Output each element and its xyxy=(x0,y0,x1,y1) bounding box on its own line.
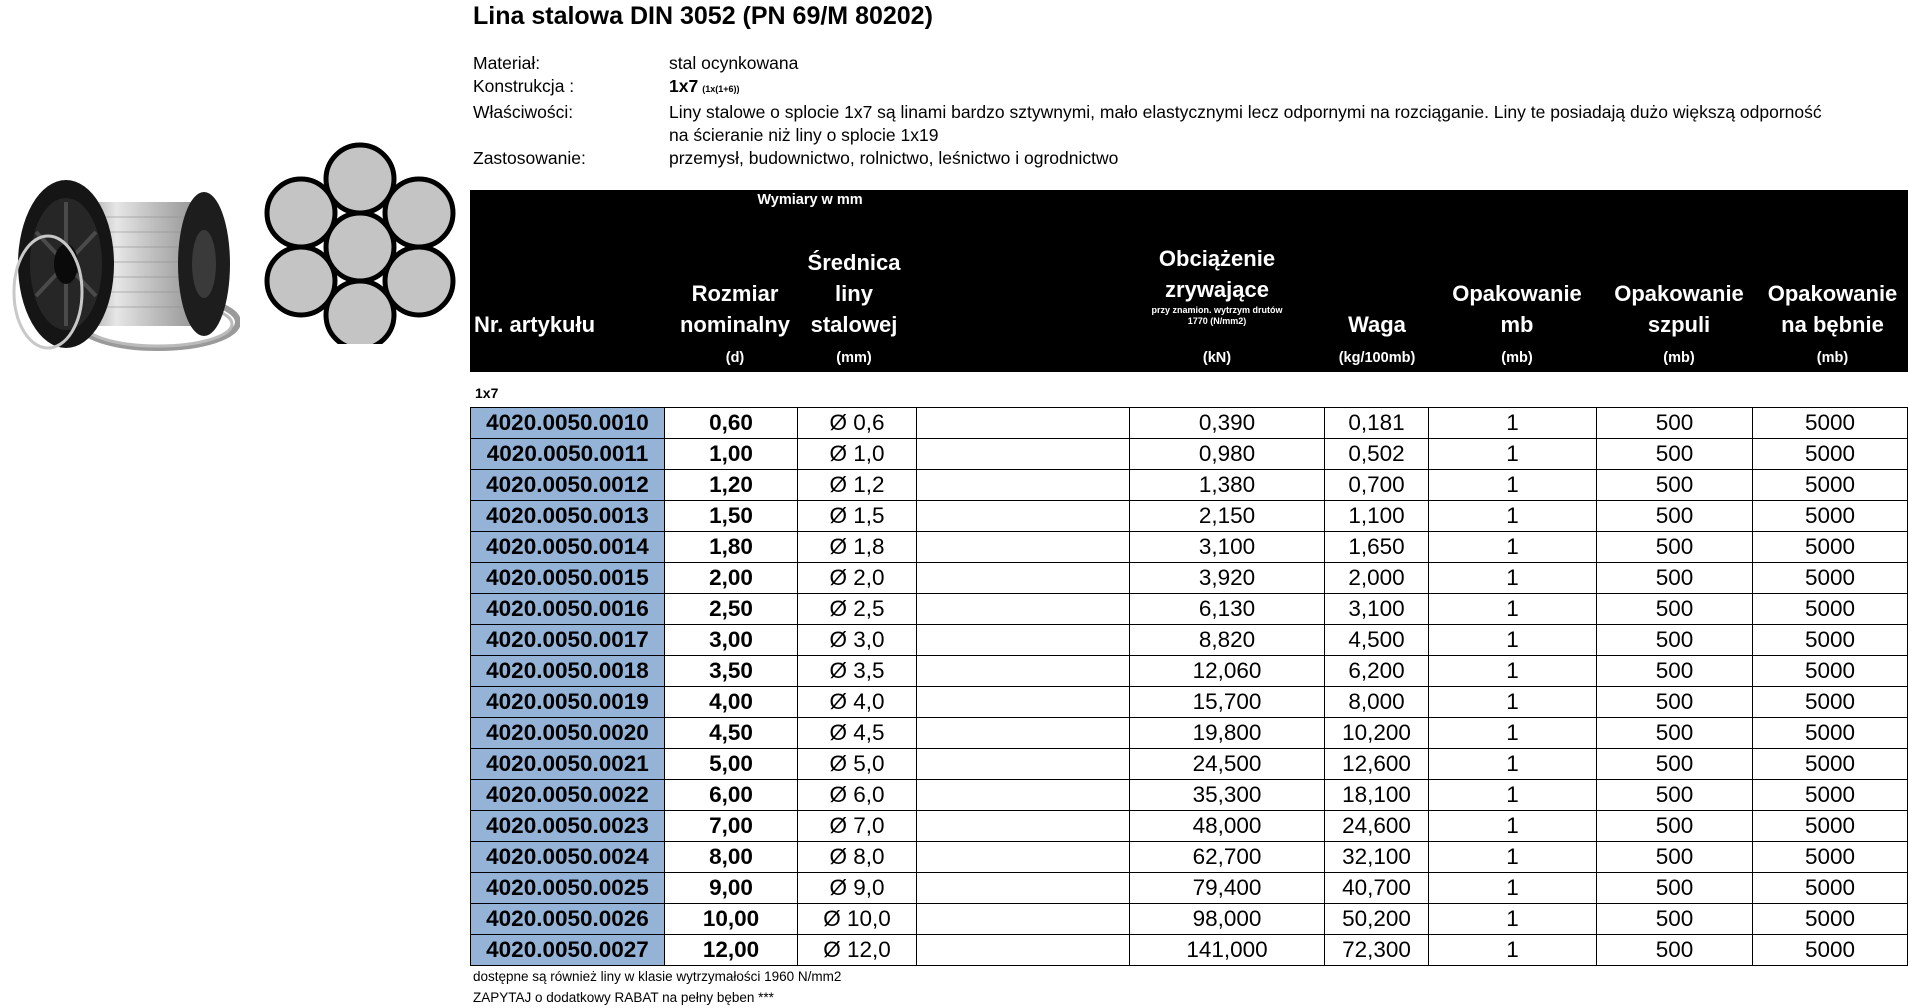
pack-mb-cell: 1 xyxy=(1429,842,1597,873)
article-number-cell: 4020.0050.0019 xyxy=(471,687,665,718)
properties-value: Liny stalowe o splocie 1x7 są linami bardzo sztywnymi, mało elastycznymi lecz odpornymi na rozciąganie. Liny te posiadają dużo większą odporność na ścieranie niż liny o splocie 1x19 xyxy=(669,102,1822,145)
pack-spool-cell: 500 xyxy=(1597,811,1753,842)
breaking-load-cell: 48,000 xyxy=(1130,811,1325,842)
pack-spool-cell: 500 xyxy=(1597,873,1753,904)
col-diameter-header xyxy=(798,247,910,340)
col-pack-drum-line1: Opakowanie xyxy=(1767,281,1898,306)
pack-spool-cell: 500 xyxy=(1597,439,1753,470)
article-number-cell: 4020.0050.0017 xyxy=(471,625,665,656)
section-label: 1x7 xyxy=(475,385,499,401)
pack-mb-cell: 1 xyxy=(1429,935,1597,966)
diameter-cell: Ø 9,0 xyxy=(798,873,917,904)
pack-drum-cell: 5000 xyxy=(1753,749,1908,780)
pack-spool-cell: 500 xyxy=(1597,749,1753,780)
col-weight-header: Waga xyxy=(1348,312,1406,337)
col-pack-mb-line2: mb xyxy=(1500,312,1534,337)
weight-cell: 0,181 xyxy=(1325,408,1429,439)
empty-cell xyxy=(917,470,1130,501)
empty-cell xyxy=(917,687,1130,718)
pack-drum-cell: 5000 xyxy=(1753,904,1908,935)
note-line1: dostępne są również liny w klasie wytrzymałości 1960 N/mm2 xyxy=(473,969,842,984)
breaking-load-cell: 24,500 xyxy=(1130,749,1325,780)
pack-mb-cell: 1 xyxy=(1429,563,1597,594)
material-label: Materiał: xyxy=(473,53,541,73)
article-number-cell: 4020.0050.0021 xyxy=(471,749,665,780)
breaking-load-cell: 0,980 xyxy=(1130,439,1325,470)
nominal-size-cell: 4,50 xyxy=(665,718,798,749)
col-pack-spool-header xyxy=(1601,278,1757,340)
pack-drum-cell: 5000 xyxy=(1753,656,1908,687)
col-breaking-line1: Obciążenie xyxy=(1158,246,1276,271)
pack-mb-cell: 1 xyxy=(1429,873,1597,904)
weight-cell: 0,700 xyxy=(1325,470,1429,501)
col-article-header: Nr. artykułu xyxy=(474,312,596,337)
pack-mb-cell: 1 xyxy=(1429,749,1597,780)
cable-reel-image xyxy=(8,172,240,358)
breaking-load-cell: 3,920 xyxy=(1130,563,1325,594)
pack-mb-cell: 1 xyxy=(1429,718,1597,749)
table-row xyxy=(471,563,1908,594)
col-pack-drum-line2: na bębnie xyxy=(1781,312,1884,337)
nominal-size-cell: 6,00 xyxy=(665,780,798,811)
table-row xyxy=(471,501,1908,532)
empty-cell xyxy=(917,439,1130,470)
diameter-cell: Ø 10,0 xyxy=(798,904,917,935)
empty-cell xyxy=(917,408,1130,439)
pack-spool-cell: 500 xyxy=(1597,656,1753,687)
nominal-size-cell: 1,50 xyxy=(665,501,798,532)
weight-cell: 4,500 xyxy=(1325,625,1429,656)
construction-value: 1x7 xyxy=(669,76,699,96)
nominal-size-cell: 5,00 xyxy=(665,749,798,780)
construction-value-wrap xyxy=(669,75,1824,101)
weight-cell: 32,100 xyxy=(1325,842,1429,873)
article-number-cell: 4020.0050.0022 xyxy=(471,780,665,811)
pack-spool-cell: 500 xyxy=(1597,687,1753,718)
article-number-cell: 4020.0050.0025 xyxy=(471,873,665,904)
empty-cell xyxy=(917,563,1130,594)
pack-mb-cell: 1 xyxy=(1429,904,1597,935)
table-row xyxy=(471,439,1908,470)
pack-spool-cell: 500 xyxy=(1597,935,1753,966)
article-number-cell: 4020.0050.0015 xyxy=(471,563,665,594)
col-pack-mb-header xyxy=(1433,278,1601,340)
pack-spool-cell: 500 xyxy=(1597,408,1753,439)
weight-cell: 1,100 xyxy=(1325,501,1429,532)
article-number-cell: 4020.0050.0011 xyxy=(471,439,665,470)
weight-cell: 24,600 xyxy=(1325,811,1429,842)
breaking-load-cell: 12,060 xyxy=(1130,656,1325,687)
table-header xyxy=(470,190,1908,372)
article-number-cell: 4020.0050.0027 xyxy=(471,935,665,966)
pack-drum-cell: 5000 xyxy=(1753,718,1908,749)
col-breaking-unit: (kN) xyxy=(1202,350,1232,366)
breaking-load-cell: 62,700 xyxy=(1130,842,1325,873)
empty-cell xyxy=(917,811,1130,842)
empty-cell xyxy=(917,625,1130,656)
pack-mb-cell: 1 xyxy=(1429,780,1597,811)
pack-drum-cell: 5000 xyxy=(1753,563,1908,594)
pack-mb-cell: 1 xyxy=(1429,501,1597,532)
usage-value: przemysł, budownictwo, rolnictwo, leśnictwo i ogrodnictwo xyxy=(669,148,1119,168)
pack-spool-cell: 500 xyxy=(1597,470,1753,501)
construction-label: Konstrukcja : xyxy=(473,76,575,96)
col-pack-spool-line2: szpuli xyxy=(1647,312,1711,337)
diameter-cell: Ø 1,5 xyxy=(798,501,917,532)
article-number-cell: 4020.0050.0013 xyxy=(471,501,665,532)
pack-drum-cell: 5000 xyxy=(1753,625,1908,656)
construction-sub: (1x(1+6)) xyxy=(702,84,740,94)
product-table-body xyxy=(471,408,1908,966)
diameter-cell: Ø 12,0 xyxy=(798,935,917,966)
pack-drum-cell: 5000 xyxy=(1753,594,1908,625)
table-row xyxy=(471,687,1908,718)
col-pack-drum-unit: (mb) xyxy=(1816,350,1849,366)
nominal-size-cell: 9,00 xyxy=(665,873,798,904)
col-size-line2: nominalny xyxy=(679,312,790,337)
weight-cell: 8,000 xyxy=(1325,687,1429,718)
table-row xyxy=(471,811,1908,842)
article-number-cell: 4020.0050.0012 xyxy=(471,470,665,501)
cross-section-diagram xyxy=(262,138,462,344)
nominal-size-cell: 1,80 xyxy=(665,532,798,563)
col-size-line1: Rozmiar xyxy=(691,281,779,306)
empty-cell xyxy=(917,904,1130,935)
pack-mb-cell: 1 xyxy=(1429,625,1597,656)
breaking-load-cell: 1,380 xyxy=(1130,470,1325,501)
material-value: stal ocynkowana xyxy=(669,53,799,73)
table-row xyxy=(471,873,1908,904)
properties-label: Właściwości: xyxy=(473,102,574,122)
diameter-cell: Ø 1,2 xyxy=(798,470,917,501)
breaking-load-cell: 2,150 xyxy=(1130,501,1325,532)
pack-spool-cell: 500 xyxy=(1597,563,1753,594)
diameter-cell: Ø 5,0 xyxy=(798,749,917,780)
col-pack-drum-header xyxy=(1757,278,1908,340)
weight-cell: 3,100 xyxy=(1325,594,1429,625)
nominal-size-cell: 0,60 xyxy=(665,408,798,439)
diameter-cell: Ø 1,8 xyxy=(798,532,917,563)
pack-spool-cell: 500 xyxy=(1597,842,1753,873)
nominal-size-cell: 7,00 xyxy=(665,811,798,842)
weight-cell: 40,700 xyxy=(1325,873,1429,904)
diameter-cell: Ø 3,5 xyxy=(798,656,917,687)
table-row xyxy=(471,749,1908,780)
col-diameter-unit: (mm) xyxy=(836,350,872,366)
nominal-size-cell: 1,00 xyxy=(665,439,798,470)
article-number-cell: 4020.0050.0020 xyxy=(471,718,665,749)
breaking-load-cell: 3,100 xyxy=(1130,532,1325,563)
pack-drum-cell: 5000 xyxy=(1753,687,1908,718)
diameter-cell: Ø 7,0 xyxy=(798,811,917,842)
page-title: Lina stalowa DIN 3052 (PN 69/M 80202) xyxy=(473,2,933,30)
pack-mb-cell: 1 xyxy=(1429,408,1597,439)
col-size-header xyxy=(665,278,805,340)
pack-drum-cell: 5000 xyxy=(1753,408,1908,439)
col-breaking-note2: 1770 (N/mm2) xyxy=(1187,316,1247,326)
table-row xyxy=(471,594,1908,625)
usage-label: Zastosowanie: xyxy=(473,148,586,168)
pack-spool-cell: 500 xyxy=(1597,718,1753,749)
weight-cell: 1,650 xyxy=(1325,532,1429,563)
pack-spool-cell: 500 xyxy=(1597,594,1753,625)
col-pack-mb-unit: (mb) xyxy=(1501,350,1533,366)
pack-drum-cell: 5000 xyxy=(1753,439,1908,470)
empty-cell xyxy=(917,780,1130,811)
empty-cell xyxy=(917,656,1130,687)
pack-drum-cell: 5000 xyxy=(1753,501,1908,532)
weight-cell: 50,200 xyxy=(1325,904,1429,935)
pack-drum-cell: 5000 xyxy=(1753,935,1908,966)
col-size-unit: (d) xyxy=(725,350,745,366)
breaking-load-cell: 6,130 xyxy=(1130,594,1325,625)
col-breaking-note1: przy znamion. wytrzym drutów xyxy=(1151,305,1283,315)
table-row xyxy=(471,470,1908,501)
breaking-load-cell: 35,300 xyxy=(1130,780,1325,811)
table-row xyxy=(471,904,1908,935)
footnotes xyxy=(473,966,841,1008)
info-construction xyxy=(473,75,1824,101)
pack-spool-cell: 500 xyxy=(1597,501,1753,532)
pack-drum-cell: 5000 xyxy=(1753,780,1908,811)
pack-spool-cell: 500 xyxy=(1597,904,1753,935)
breaking-load-cell: 19,800 xyxy=(1130,718,1325,749)
table-row xyxy=(471,935,1908,966)
pack-mb-cell: 1 xyxy=(1429,470,1597,501)
note-line2: ZAPYTAJ o dodatkowy RABAT na pełny bęben *** xyxy=(473,990,774,1005)
col-breaking-header xyxy=(1127,243,1307,327)
article-number-cell: 4020.0050.0014 xyxy=(471,532,665,563)
table-row xyxy=(471,780,1908,811)
pack-drum-cell: 5000 xyxy=(1753,842,1908,873)
table-row xyxy=(471,408,1908,439)
nominal-size-cell: 8,00 xyxy=(665,842,798,873)
diameter-cell: Ø 2,0 xyxy=(798,563,917,594)
article-number-cell: 4020.0050.0018 xyxy=(471,656,665,687)
empty-cell xyxy=(917,935,1130,966)
pack-drum-cell: 5000 xyxy=(1753,811,1908,842)
empty-cell xyxy=(917,594,1130,625)
col-weight-unit: (kg/100mb) xyxy=(1338,350,1416,366)
breaking-load-cell: 141,000 xyxy=(1130,935,1325,966)
col-diameter-line3: stalowej xyxy=(810,312,898,337)
table-row xyxy=(471,656,1908,687)
article-number-cell: 4020.0050.0016 xyxy=(471,594,665,625)
article-number-cell: 4020.0050.0024 xyxy=(471,842,665,873)
info-material xyxy=(473,52,1824,75)
breaking-load-cell: 98,000 xyxy=(1130,904,1325,935)
pack-mb-cell: 1 xyxy=(1429,687,1597,718)
pack-spool-cell: 500 xyxy=(1597,532,1753,563)
nominal-size-cell: 3,00 xyxy=(665,625,798,656)
breaking-load-cell: 15,700 xyxy=(1130,687,1325,718)
empty-cell xyxy=(917,532,1130,563)
weight-cell: 10,200 xyxy=(1325,718,1429,749)
info-usage xyxy=(473,147,1824,170)
table-row xyxy=(471,842,1908,873)
col-diameter-line2: liny xyxy=(835,281,873,306)
pack-spool-cell: 500 xyxy=(1597,780,1753,811)
product-table xyxy=(470,407,1908,966)
pack-mb-cell: 1 xyxy=(1429,811,1597,842)
nominal-size-cell: 12,00 xyxy=(665,935,798,966)
nominal-size-cell: 10,00 xyxy=(665,904,798,935)
diameter-cell: Ø 0,6 xyxy=(798,408,917,439)
pack-drum-cell: 5000 xyxy=(1753,470,1908,501)
col-pack-mb-line1: Opakowanie xyxy=(1452,281,1582,306)
pack-mb-cell: 1 xyxy=(1429,532,1597,563)
diameter-cell: Ø 4,0 xyxy=(798,687,917,718)
article-number-cell: 4020.0050.0026 xyxy=(471,904,665,935)
table-row xyxy=(471,718,1908,749)
pack-drum-cell: 5000 xyxy=(1753,532,1908,563)
nominal-size-cell: 1,20 xyxy=(665,470,798,501)
col-breaking-line2: zrywające xyxy=(1165,277,1269,302)
pack-drum-cell: 5000 xyxy=(1753,873,1908,904)
nominal-size-cell: 2,50 xyxy=(665,594,798,625)
diameter-cell: Ø 3,0 xyxy=(798,625,917,656)
col-diameter-line1: Średnica xyxy=(807,250,901,275)
weight-cell: 12,600 xyxy=(1325,749,1429,780)
empty-cell xyxy=(917,842,1130,873)
diameter-cell: Ø 1,0 xyxy=(798,439,917,470)
empty-cell xyxy=(917,749,1130,780)
empty-cell xyxy=(917,718,1130,749)
breaking-load-cell: 79,400 xyxy=(1130,873,1325,904)
breaking-load-cell: 0,390 xyxy=(1130,408,1325,439)
col-pack-spool-unit: (mb) xyxy=(1663,350,1695,366)
weight-cell: 0,502 xyxy=(1325,439,1429,470)
article-number-cell: 4020.0050.0023 xyxy=(471,811,665,842)
weight-cell: 2,000 xyxy=(1325,563,1429,594)
table-row xyxy=(471,532,1908,563)
weight-cell: 6,200 xyxy=(1325,656,1429,687)
product-info xyxy=(473,52,1824,170)
col-pack-spool-line1: Opakowanie xyxy=(1614,281,1744,306)
diameter-cell: Ø 8,0 xyxy=(798,842,917,873)
weight-cell: 18,100 xyxy=(1325,780,1429,811)
diameter-cell: Ø 2,5 xyxy=(798,594,917,625)
nominal-size-cell: 3,50 xyxy=(665,656,798,687)
empty-cell xyxy=(917,873,1130,904)
info-properties xyxy=(473,101,1824,147)
pack-mb-cell: 1 xyxy=(1429,594,1597,625)
empty-cell xyxy=(917,501,1130,532)
nominal-size-cell: 2,00 xyxy=(665,563,798,594)
table-row xyxy=(471,625,1908,656)
weight-cell: 72,300 xyxy=(1325,935,1429,966)
pack-mb-cell: 1 xyxy=(1429,656,1597,687)
pack-spool-cell: 500 xyxy=(1597,625,1753,656)
article-number-cell: 4020.0050.0010 xyxy=(471,408,665,439)
breaking-load-cell: 8,820 xyxy=(1130,625,1325,656)
pack-mb-cell: 1 xyxy=(1429,439,1597,470)
diameter-cell: Ø 6,0 xyxy=(798,780,917,811)
dimensions-caption: Wymiary w mm xyxy=(757,192,863,208)
nominal-size-cell: 4,00 xyxy=(665,687,798,718)
diameter-cell: Ø 4,5 xyxy=(798,718,917,749)
